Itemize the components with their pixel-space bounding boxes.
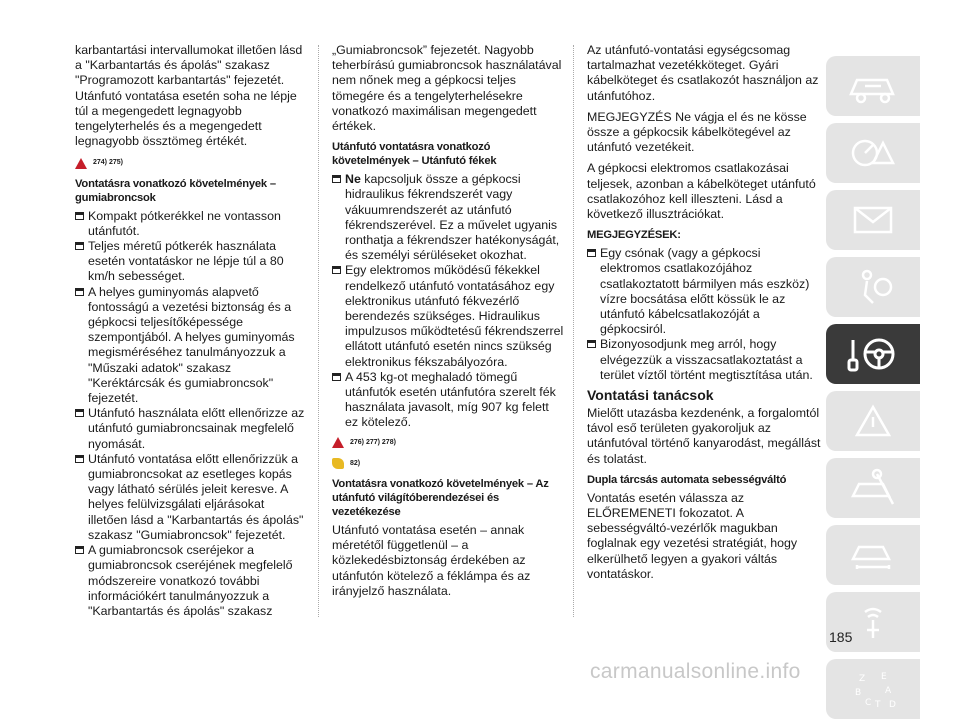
page-number: 185: [829, 629, 853, 645]
car-dashboard-icon: [843, 64, 903, 108]
chapter-tab-dashboard[interactable]: [826, 123, 920, 183]
warning-lights-icon: [843, 131, 903, 175]
chapter-tab-index[interactable]: [826, 659, 920, 719]
bullet-item: Ne kapcsoljuk össze a gépkocsi hidraulikus fékrendszerét vagy vákuumrendszerét az utánfutó fékrendszerével. Ez a művelet ugyanis ronthatja a fékrendszer hatékonyságát, és személyi sérüléseket okozhat.: [332, 172, 564, 263]
roadside-emergency-icon: [843, 399, 903, 443]
body-paragraph: Vontatás esetén válassza az ELŐREMENETI fokozatot. A sebességváltó-vezérlők magukban foglalnak egy vezetési stratégiát, hogy elkerülhető legyen a gyakori váltás vontatáskor.: [587, 490, 798, 581]
body-paragraph: Az utánfutó-vontatási egységcsomag tartalmazhat vezetékköteget. Gyári kábelköteget és csatlakozót használjon az utánfutóhoz.: [587, 43, 819, 103]
chapter-tab-messages[interactable]: [826, 190, 920, 250]
index-letter: A: [885, 686, 892, 696]
text-column-2: [332, 43, 564, 605]
warning-reference: 276) 277) 278): [332, 435, 564, 450]
warning-triangle-icon: [75, 158, 87, 169]
bullet-item: Kompakt pótkerékkel ne vontasson utánfutót.: [75, 209, 307, 239]
bullet-item: Teljes méretű pótkerék használata esetén vontatáskor ne lépje túl a 80 km/h sebességet.: [75, 239, 307, 285]
text-column-1: [75, 43, 307, 619]
index-letter: Z: [859, 674, 866, 684]
bullet-item: A 453 kg-ot meghaladó tömegű utánfutók esetén utánfutóra szerelt fék használata javasolt, míg 907 kg felett ez kötelező.: [332, 370, 564, 431]
bullet-marker-icon: [332, 373, 341, 381]
bullet-marker-icon: [332, 175, 341, 183]
chapter-tab-emergency[interactable]: [826, 391, 920, 451]
environment-reference: 82): [332, 456, 564, 471]
chapter-tabs: [826, 56, 920, 726]
section-heading: Vontatásra vonatkozó követelmények – Az utánfutó világítóberendezései és vezetékezése: [332, 478, 549, 519]
index-letter: B: [855, 688, 862, 698]
index-letter: T: [875, 700, 881, 710]
bullet-marker-icon: [75, 409, 84, 417]
bullet-marker-icon: [75, 455, 84, 463]
column-divider: [318, 45, 320, 617]
watermark: carmanualsonline.info: [590, 660, 801, 683]
warning-reference: 274) 275): [75, 155, 307, 170]
chapter-tab-starting-driving[interactable]: [826, 324, 920, 384]
section-heading: Vontatásra vonatkozó követelmények – gumiabroncsok: [75, 177, 276, 204]
notes-heading: MEGJEGYZÉSEK:: [587, 229, 681, 242]
technical-data-car-icon: [843, 533, 903, 577]
body-paragraph: A gépkocsi elektromos csatlakozásai teljesek, azonban a kábelköteget utánfutó csatlakozóhoz kell illeszteni. Lásd a következő illusztrációkat.: [587, 161, 816, 222]
bullet-marker-icon: [75, 288, 84, 296]
chapter-tab-technical-data[interactable]: [826, 525, 920, 585]
body-paragraph: Utánfutó vontatása esetén – annak méretétől függetlenül – a közlekedésbiztonság érdekében az utánfutón kötelező a féklámpa és az irányjelző használata.: [332, 523, 531, 598]
bullet-item: Utánfutó használata előtt ellenőrizze az utánfutó gumiabroncsainak megfelelő nyomását.: [75, 406, 307, 452]
index-letter: D: [889, 700, 896, 710]
bullet-item: Egy csónak (vagy a gépkocsi elektromos csatlakozójához csatlakoztatott bármilyen más eszköz) vízre bocsátása előtt kössük le az utánfutó kábelcsatlakozóját a gépkocsiról.: [587, 246, 823, 337]
bullet-item: Bizonyosodjunk meg arról, hogy elvégezzük a visszacsatlakoztatást a terület víztől történt megtisztítása után.: [587, 337, 823, 383]
leaf-icon: [332, 458, 344, 469]
body-paragraph: Mielőtt utazásba kezdenénk, a forgalomtól távol eső területen gyakoroljuk az utánfutóval történő kanyarodást, megállást és tolatást.: [587, 406, 821, 466]
index-letter: C: [865, 698, 872, 708]
bullet-marker-icon: [75, 242, 84, 250]
bullet-item: A gumiabroncsok cseréjekor a gumiabroncsok cseréjének megfelelő módszereire vonatkozó további információkért tanulmányozzuk a "Karbantartás és ápolás" szakasz: [75, 543, 307, 619]
bullet-marker-icon: [75, 546, 84, 554]
bullet-item: A helyes guminyomás alapvető fontosságú a vezetési biztonság és a gépkocsi teljesítőképessége szempontjából. A helyes guminyomás megisméréséhez tanulmányozzuk a "Műszaki adatok" szakasz "Keréktárcsák és gumiabroncsok" fejezetét.: [75, 285, 307, 407]
bullet-marker-icon: [332, 266, 341, 274]
bullet-marker-icon: [587, 249, 596, 257]
intro-paragraph: „Gumiabroncsok” fejezetét. Nagyobb teherbírású gumiabroncsok használatával nem nőnek meg a gépkocsi teljes tömegére és a tengelyterhelésekre vonatkozó maximálisan megengedett értékek.: [332, 43, 562, 134]
chapter-tab-service[interactable]: [826, 458, 920, 518]
chapter-tab-safety[interactable]: [826, 257, 920, 317]
mail-envelope-icon: [843, 198, 903, 242]
text-column-3: [587, 43, 823, 588]
warning-triangle-icon: [332, 437, 344, 448]
chapter-tab-car[interactable]: [826, 56, 920, 116]
section-heading: Utánfutó vontatásra vonatkozó követelmények – Utánfutó fékek: [332, 141, 497, 168]
key-steering-wheel-icon: [843, 332, 903, 376]
bullet-marker-icon: [75, 212, 84, 220]
bullet-marker-icon: [587, 340, 596, 348]
bullet-item: Utánfutó vontatása előtt ellenőrizzük a gumiabroncsokat az esetleges kopás vagy látható sérülés jeleit keresve. A helyes felülvizsgálati eljárásokat illetően lásd a "Karbantartás és ápolás" szakasz "Gumiabroncsok" fejezetét.: [75, 452, 307, 543]
intro-paragraph: karbantartási intervallumokat illetően lásd a "Karbantartás és ápolás" szakasz "Programozott karbantartás" fejezetét. Utánfutó vontatása esetén soha ne lépje túl a megengedett legnagyobb tengelyterhelés és a megengedett legnagyobb össztömeg értékét.: [75, 43, 303, 149]
sub-heading: Dupla tárcsás automata sebességváltó: [587, 473, 787, 486]
column-divider: [573, 45, 575, 617]
alphabet-index-icon: [843, 667, 903, 711]
section-title: Vontatási tanácsok: [587, 387, 714, 404]
airbag-safety-icon: [843, 265, 903, 309]
bullet-item: Egy elektromos működésű fékekkel rendelkező utánfutó vontatásához egy elektronikus utánfutó fékvezérlő berendezés szükséges. Hidraulikus impulzusos működtetésű fékrendszerrel ellátott utánfutó esetén nincs szükség elektronikus fékszabályozóra.: [332, 263, 564, 369]
index-letter: E: [881, 672, 887, 682]
note-paragraph: MEGJEGYZÉS Ne vágja el és ne kösse össze a gépkocsik kábelkötegével az utánfutó vezetékeit.: [587, 109, 807, 155]
car-service-wrench-icon: [843, 466, 903, 510]
